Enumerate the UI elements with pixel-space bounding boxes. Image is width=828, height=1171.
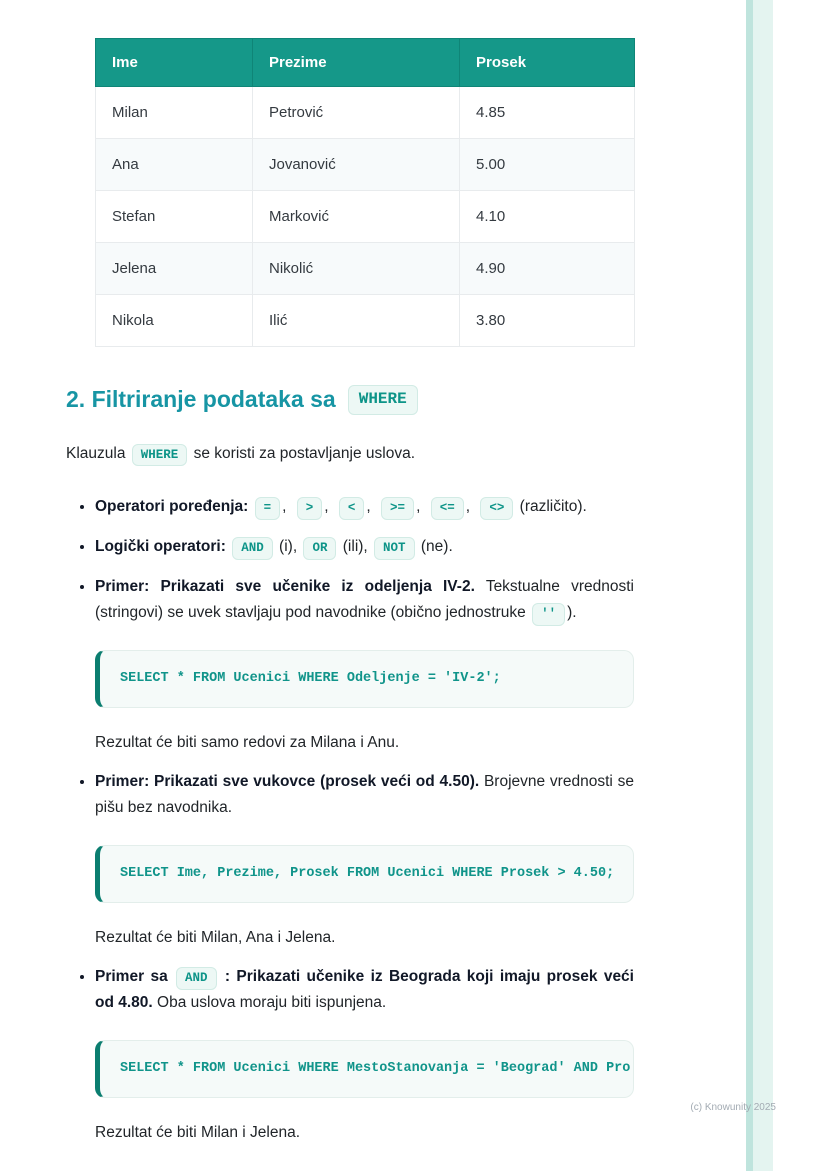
intro-paragraph [66,441,634,467]
table-row [96,87,635,139]
table-cell: Petrović [253,87,460,139]
separator: , [282,498,287,516]
operators-line [95,494,634,520]
table-cell: Stefan [96,191,253,243]
list-item-example-3 [95,964,634,1145]
operator-chip: > [297,497,323,520]
document-content [66,38,634,1160]
table-cell: Nikola [96,295,253,347]
operator-chip: <> [480,497,513,520]
example-2-text: Brojevne vrednosti se pišu bez navodnika. [95,773,634,817]
students-table [95,38,635,347]
example-1-text-end: ). [567,603,577,621]
example-1-bold: Primer: Prikazati sve učenike iz odeljenja IV-2. [95,578,475,596]
example-3-line [95,964,634,1015]
section-heading [66,385,634,415]
operator-chip: >= [381,497,414,520]
example-3-text: Oba uslova moraju biti ispunjena. [157,994,387,1012]
table-header-prezime: Prezime [253,39,460,87]
or-chip: OR [303,537,336,560]
separator: , [465,498,471,516]
table-cell: Jelena [96,243,253,295]
result-text-2: Rezultat će biti Milan, Ana i Jelena. [95,928,336,946]
example-2-line [95,769,634,820]
side-strip-dark [746,0,753,1171]
operator-chip: < [339,497,365,520]
and-meaning: (i), [279,538,298,556]
separator: , [366,498,371,516]
section-heading-text: 2. Filtriranje podataka sa [66,386,336,413]
table-row [96,191,635,243]
table-cell: Ana [96,139,253,191]
list-item-logical-operators [95,534,634,560]
doc-list [66,494,634,1145]
table-row [96,295,635,347]
or-meaning: (ili), [342,538,368,556]
table-header-ime: Ime [96,39,253,87]
and-chip: AND [232,537,273,560]
separator: , [324,498,329,516]
not-chip: NOT [374,537,415,560]
example-3-bold-pre: Primer sa [95,968,168,986]
example-3-bold-post: : Prikazati učenike iz Beograda koji imaju prosek veći od 4.80. [95,968,634,1012]
table-cell: Nikolić [253,243,460,295]
side-strip-light [753,0,773,1171]
logical-line [95,534,634,560]
result-text-1: Rezultat će biti samo redovi za Milana i Anu. [95,733,400,751]
table-cell: Jovanović [253,139,460,191]
intro-text-pre: Klauzula [66,444,126,462]
footer-credit: (c) Knowunity 2025 [690,1102,776,1113]
operator-chip: <= [431,497,464,520]
table-cell: Marković [253,191,460,243]
logical-label: Logički operatori: [95,538,226,556]
table-cell: 3.80 [460,295,635,347]
sql-code-block-1: SELECT * FROM Ucenici WHERE Odeljenje = 'IV-2'; [95,650,634,708]
sql-code-block-2: SELECT Ime, Prezime, Prosek FROM Ucenici WHERE Prosek > 4.50; [95,845,634,903]
list-item-example-2 [95,769,634,950]
table-cell: Ilić [253,295,460,347]
table-header-prosek: Prosek [460,39,635,87]
result-text-3: Rezultat će biti Milan i Jelena. [95,1124,301,1142]
where-inline-chip: WHERE [132,444,188,467]
not-meaning: (ne). [420,538,453,556]
table-cell: 5.00 [460,139,635,191]
operators-label: Operatori poređenja: [95,498,249,516]
operator-chip: = [255,497,281,520]
quotes-chip: '' [532,603,565,626]
sql-code-block-3: SELECT * FROM Ucenici WHERE MestoStanovanja = 'Beograd' AND Pro [95,1040,634,1098]
table-cell: 4.10 [460,191,635,243]
separator: , [416,498,421,516]
operators-tail: (različito). [519,498,587,516]
list-item-example-1 [95,574,634,755]
example-1-line [95,574,634,625]
table-row [96,243,635,295]
where-keyword-chip: WHERE [348,385,418,415]
table-header-row [96,39,635,87]
and-inline-chip: AND [176,967,217,990]
list-item-operators [95,494,634,520]
table-cell: 4.90 [460,243,635,295]
example-2-bold: Primer: Prikazati sve vukovce (prosek veći od 4.50). [95,773,480,791]
example-1-text: Tekstualne vrednosti (stringovi) se uvek stavljaju pod navodnike (obično jednostruke [95,578,634,621]
table-cell: Milan [96,87,253,139]
table-row [96,139,635,191]
students-table-wrap [95,38,634,347]
intro-text-post: se koristi za postavljanje uslova. [193,444,416,462]
table-cell: 4.85 [460,87,635,139]
